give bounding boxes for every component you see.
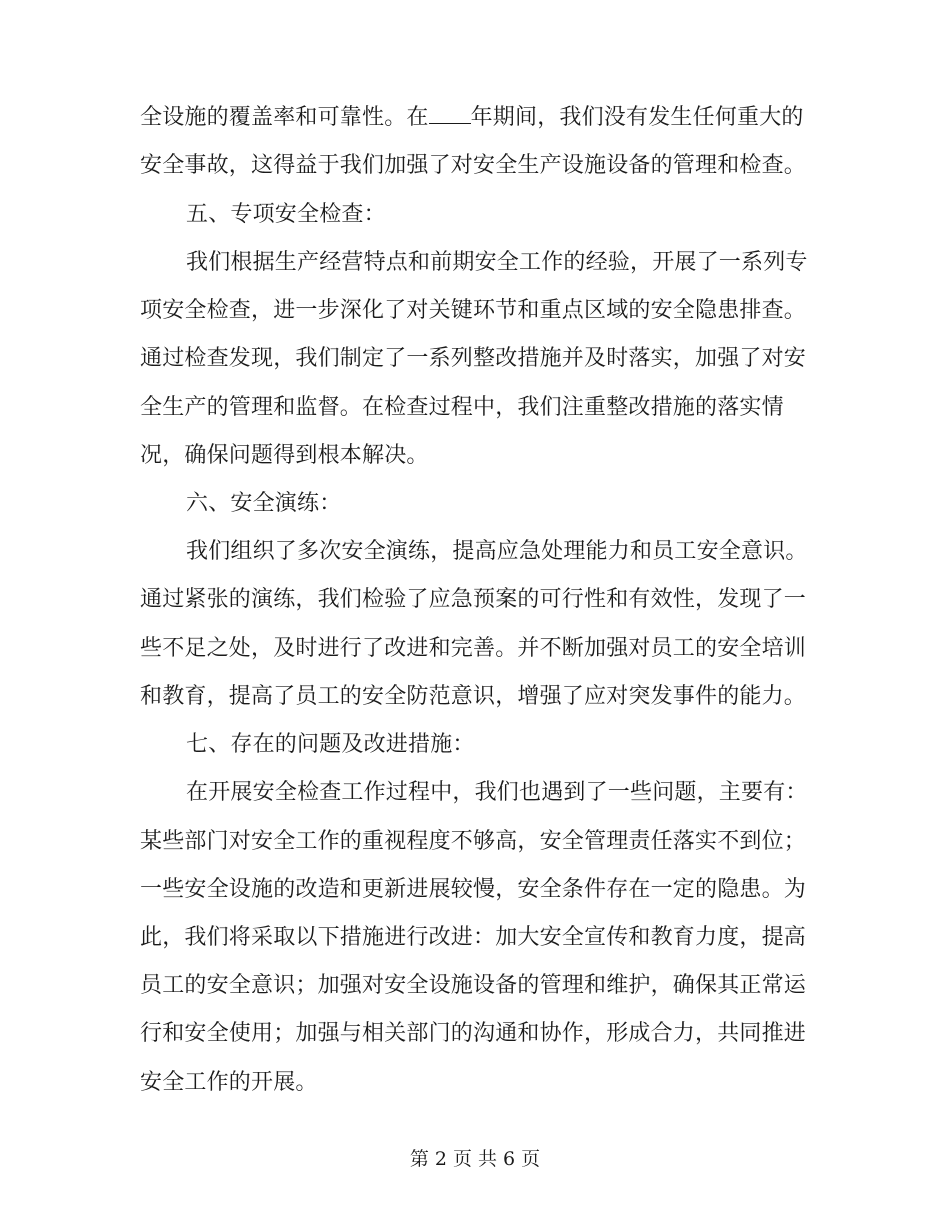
paragraph-line: 安全工作的开展。 <box>140 1070 318 1095</box>
paragraph-line: 况，确保问题得到根本解决。 <box>140 443 429 468</box>
section-heading: 五、专项安全检查： <box>186 202 386 227</box>
paragraph-line: 通过紧张的演练，我们检验了应急预案的可行性和有效性，发现了一 <box>140 587 807 612</box>
section-heading: 七、存在的问题及改进措施： <box>186 732 475 757</box>
page-number-footer: 第 2 页 共 6 页 <box>409 1148 541 1170</box>
paragraph-line: 在开展安全检查工作过程中，我们也遇到了一些问题，主要有： <box>186 780 808 805</box>
paragraph-line: 一些安全设施的改造和更新进展较慢，安全条件存在一定的隐患。为 <box>140 877 807 902</box>
paragraph-line <box>140 103 804 133</box>
text-segment: 年期间，我们没有发生任何重大的 <box>470 105 804 130</box>
paragraph-line: 我们根据生产经营特点和前期安全工作的经验，开展了一系列专 <box>186 250 808 275</box>
paragraph-line: 某些部门对安全工作的重视程度不够高，安全管理责任落实不到位； <box>140 829 807 854</box>
paragraph-line: 安全事故，这得益于我们加强了对安全生产设施设备的管理和检查。 <box>140 153 807 178</box>
section-heading: 六、安全演练： <box>186 491 342 516</box>
paragraph-line: 此，我们将采取以下措施进行改进：加大安全宣传和教育力度，提高 <box>140 925 807 950</box>
paragraph-line: 项安全检查，进一步深化了对关键环节和重点区域的安全隐患排查。 <box>140 298 807 323</box>
paragraph-line: 些不足之处，及时进行了改进和完善。并不断加强对员工的安全培训 <box>140 636 807 661</box>
paragraph-line: 通过检查发现，我们制定了一系列整改措施并及时落实，加强了对安 <box>140 346 807 371</box>
paragraph-line: 行和安全使用；加强与相关部门的沟通和协作，形成合力，共同推进 <box>140 1021 807 1046</box>
text-segment: 全设施的覆盖率和可靠性。在 <box>140 105 429 130</box>
paragraph-line: 员工的安全意识；加强对安全设施设备的管理和维护，确保其正常运 <box>140 973 807 998</box>
fill-in-blank <box>429 103 471 124</box>
paragraph-line: 全生产的管理和监督。在检查过程中，我们注重整改措施的落实情 <box>140 395 784 420</box>
paragraph-line: 我们组织了多次安全演练，提高应急处理能力和员工安全意识。 <box>186 539 808 564</box>
paragraph-line: 和教育，提高了员工的安全防范意识，增强了应对突发事件的能力。 <box>140 684 807 709</box>
